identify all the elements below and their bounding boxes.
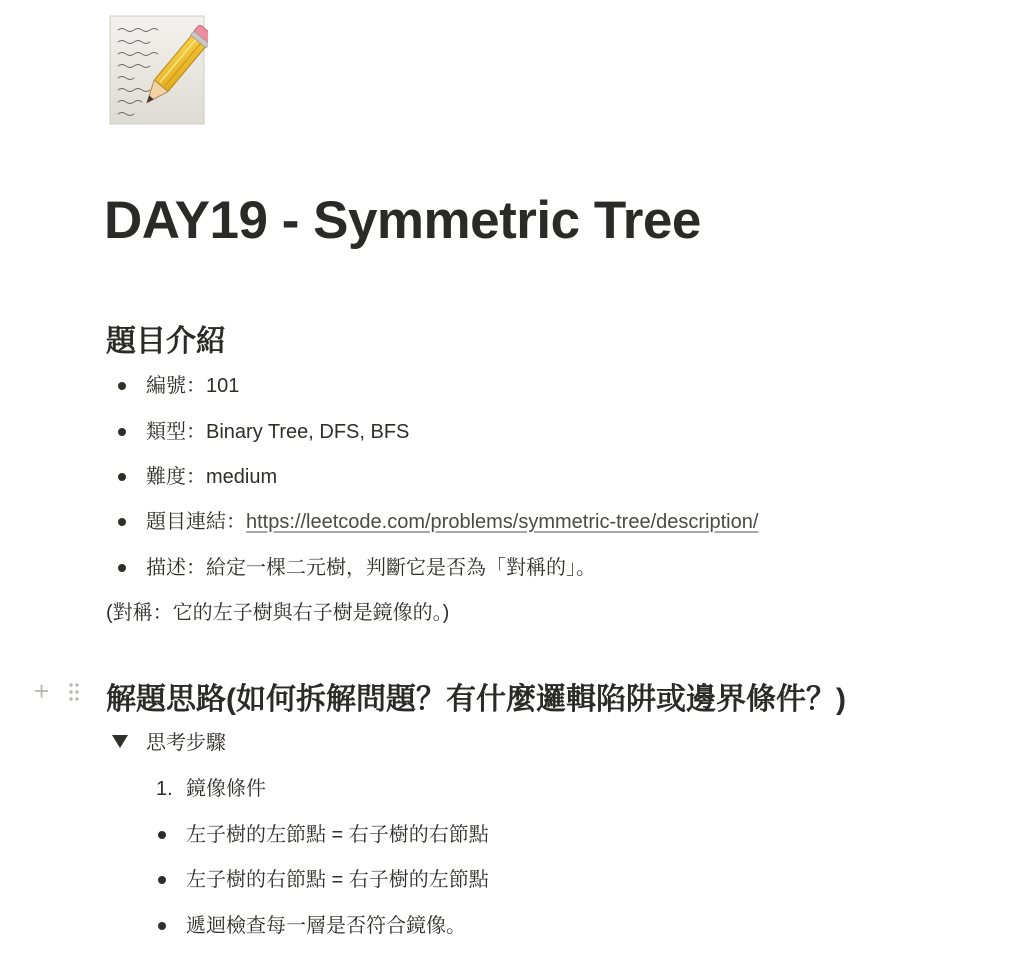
memo-pencil-icon[interactable] bbox=[108, 14, 208, 126]
list-item[interactable] bbox=[146, 419, 409, 445]
bullet-dot bbox=[118, 564, 126, 572]
numbered-item[interactable]: 鏡像條件 bbox=[186, 778, 266, 800]
item-value: 給定一棵二元樹，判斷它是否為「對稱的」。 bbox=[206, 557, 596, 579]
toggle-label[interactable]: 思考步驟 bbox=[146, 732, 226, 754]
item-value: Binary Tree, DFS, BFS bbox=[206, 421, 410, 443]
section-heading-intro[interactable]: 題目介紹 bbox=[106, 325, 226, 358]
list-item[interactable] bbox=[146, 509, 758, 535]
item-value: 101 bbox=[206, 375, 240, 397]
list-item[interactable] bbox=[146, 464, 277, 490]
item-value: medium bbox=[206, 466, 278, 488]
bullet-dot bbox=[158, 876, 166, 884]
bullet-dot bbox=[118, 473, 126, 481]
bullet-dot bbox=[118, 382, 126, 390]
bullet-dot bbox=[118, 518, 126, 526]
page-title[interactable]: DAY19 - Symmetric Tree bbox=[104, 191, 701, 250]
item-label: 編號： bbox=[146, 375, 206, 397]
block-handle bbox=[34, 676, 90, 707]
list-number: 1. bbox=[156, 778, 173, 800]
bullet-dot bbox=[158, 922, 166, 930]
list-item[interactable]: 左子樹的左節點 = 右子樹的右節點 bbox=[186, 824, 489, 846]
list-item[interactable]: 遞迴檢查每一層是否符合鏡像。 bbox=[186, 915, 466, 937]
section-heading-thinking[interactable]: 解題思路(如何拆解問題？有什麼邏輯陷阱或邊界條件？) bbox=[106, 683, 846, 716]
note-text[interactable]: (對稱：它的左子樹與右子樹是鏡像的。) bbox=[106, 602, 450, 624]
list-item[interactable] bbox=[146, 555, 596, 581]
list-item[interactable]: 左子樹的右節點 = 右子樹的左節點 bbox=[186, 869, 489, 891]
item-label: 難度： bbox=[146, 466, 206, 488]
drag-handle-icon[interactable] bbox=[68, 682, 80, 702]
add-block-icon[interactable]: + bbox=[34, 676, 50, 706]
list-item[interactable] bbox=[146, 373, 239, 399]
problem-link[interactable]: https://leetcode.com/problems/symmetric-tree/description/ bbox=[246, 511, 759, 533]
item-label: 題目連結： bbox=[146, 511, 246, 533]
toggle-arrow-icon[interactable] bbox=[112, 735, 128, 748]
item-label: 描述： bbox=[146, 557, 206, 579]
item-label: 類型： bbox=[146, 421, 206, 443]
bullet-dot bbox=[118, 428, 126, 436]
bullet-dot bbox=[158, 831, 166, 839]
